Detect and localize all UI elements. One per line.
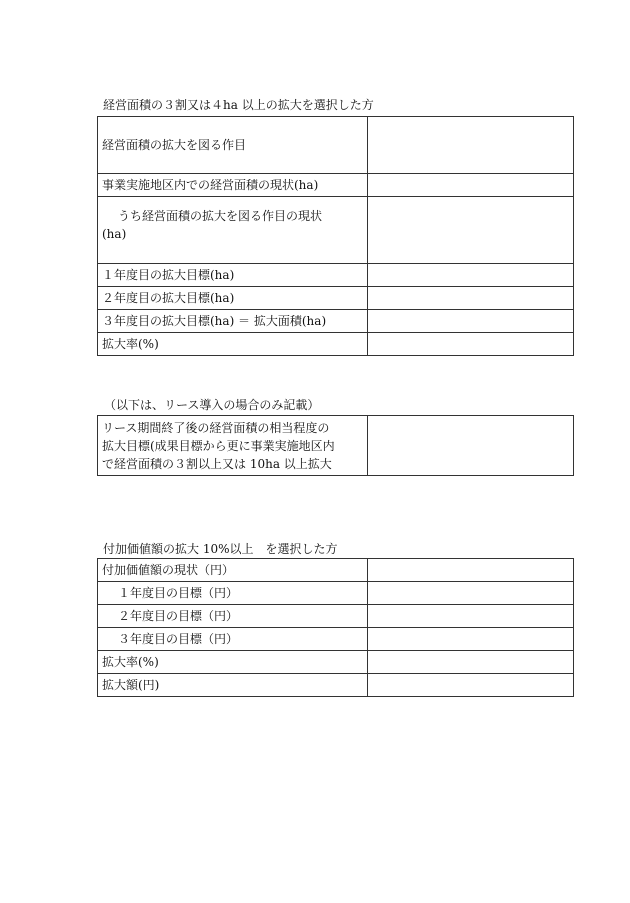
row-value-target-year3[interactable] bbox=[368, 628, 574, 651]
row-value-target-year1[interactable] bbox=[368, 582, 574, 605]
row-value-current-area[interactable] bbox=[368, 174, 574, 197]
row-label-year1: １年度目の拡大目標(ha) bbox=[98, 264, 368, 287]
row-label-crop-current bbox=[98, 197, 368, 264]
row-label-value-amount: 拡大額(円) bbox=[98, 674, 368, 697]
label-line: で経営面積の３割以上又は 10ha 以上拡大 bbox=[102, 456, 332, 471]
table-row bbox=[98, 582, 574, 605]
label-line: (ha) bbox=[102, 227, 127, 241]
label-line: 拡大目標(成果目標から更に事業実施地区内 bbox=[102, 438, 335, 453]
row-label-year3: ３年度目の拡大目標(ha) ＝ 拡大面積(ha) bbox=[98, 310, 368, 333]
row-label-target-year1: １年度目の目標（円） bbox=[98, 582, 368, 605]
section1-caption: 経営面積の３割又は４ha 以上の拡大を選択した方 bbox=[103, 98, 374, 112]
row-label-value-current: 付加価値額の現状（円） bbox=[98, 559, 368, 582]
table-row bbox=[98, 674, 574, 697]
row-value-crop[interactable] bbox=[368, 117, 574, 174]
table-row bbox=[98, 333, 574, 356]
row-label-year2: ２年度目の拡大目標(ha) bbox=[98, 287, 368, 310]
row-value-crop-current[interactable] bbox=[368, 197, 574, 264]
table-row bbox=[98, 651, 574, 674]
row-value-year2[interactable] bbox=[368, 287, 574, 310]
table-row bbox=[98, 310, 574, 333]
section3-caption: 付加価値額の拡大 10%以上 を選択した方 bbox=[103, 542, 338, 556]
table-row bbox=[98, 416, 574, 476]
table-row bbox=[98, 174, 574, 197]
table-row bbox=[98, 559, 574, 582]
table-row bbox=[98, 264, 574, 287]
row-label-value-rate: 拡大率(%) bbox=[98, 651, 368, 674]
row-value-year3[interactable] bbox=[368, 310, 574, 333]
section1-table bbox=[97, 116, 574, 356]
row-label-rate: 拡大率(%) bbox=[98, 333, 368, 356]
label-line: リース期間終了後の経営面積の相当程度の bbox=[102, 420, 330, 435]
row-value-lease-target[interactable] bbox=[368, 416, 574, 476]
table-row bbox=[98, 628, 574, 651]
table-row bbox=[98, 117, 574, 174]
row-value-value-current[interactable] bbox=[368, 559, 574, 582]
table-row bbox=[98, 197, 574, 264]
row-value-value-amount[interactable] bbox=[368, 674, 574, 697]
table-row bbox=[98, 287, 574, 310]
row-value-rate[interactable] bbox=[368, 333, 574, 356]
section2-caption: （以下は、リース導入の場合のみ記載） bbox=[104, 398, 320, 412]
section3-table bbox=[97, 558, 574, 697]
row-label-target-year2: ２年度目の目標（円） bbox=[98, 605, 368, 628]
row-label-crop: 経営面積の拡大を図る作目 bbox=[98, 117, 368, 174]
table-row bbox=[98, 605, 574, 628]
row-label-current-area: 事業実施地区内での経営面積の現状(ha) bbox=[98, 174, 368, 197]
row-value-target-year2[interactable] bbox=[368, 605, 574, 628]
row-value-year1[interactable] bbox=[368, 264, 574, 287]
section2-table bbox=[97, 415, 574, 476]
label-line: うち経営面積の拡大を図る作目の現状 bbox=[118, 209, 323, 223]
row-value-value-rate[interactable] bbox=[368, 651, 574, 674]
row-label-target-year3: ３年度目の目標（円） bbox=[98, 628, 368, 651]
row-label-lease-target bbox=[98, 416, 368, 476]
